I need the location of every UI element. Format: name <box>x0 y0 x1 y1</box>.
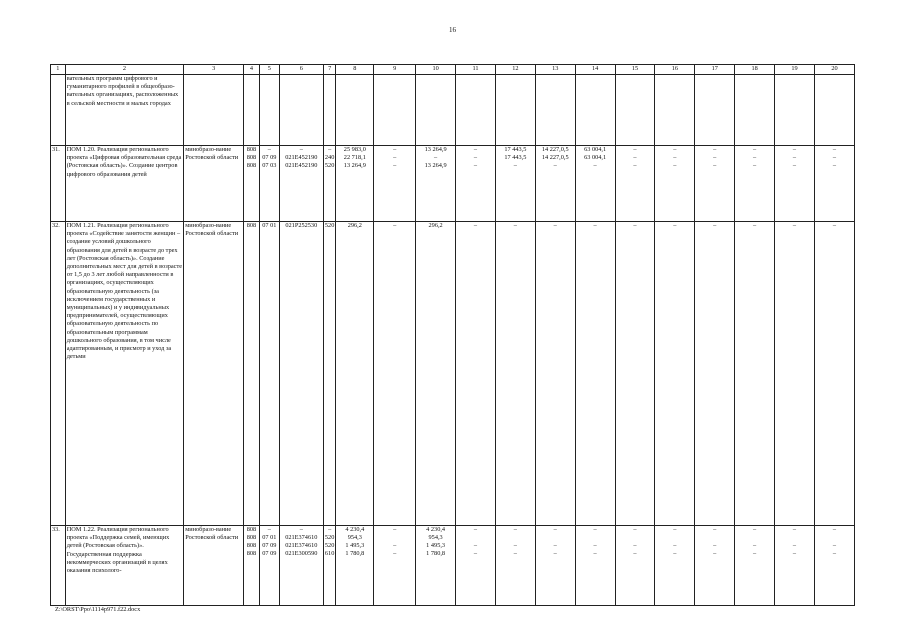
value-line: – <box>393 542 397 549</box>
value-line: 808 <box>246 162 257 169</box>
value-line: – <box>792 222 797 229</box>
value-line: 520 <box>324 534 335 541</box>
value-line: – <box>673 550 677 557</box>
value-line: – <box>393 550 397 557</box>
value-line: – <box>473 146 478 153</box>
value-line: – <box>792 162 797 169</box>
value-cell-c14 <box>575 146 615 222</box>
value-line: – <box>328 146 332 153</box>
value-line: – <box>713 154 717 161</box>
value-line: 14 227,0,5 <box>541 146 569 153</box>
value-cell-c7 <box>323 526 336 606</box>
value-cell-c10 <box>416 146 456 222</box>
carry-over-name: вательных программ цифрового и гуманитарного профилей в общеобразо-вательных организациях, расположенных в сельской местности и малых городах <box>65 75 184 146</box>
value-line: 296,2 <box>428 222 443 229</box>
value-line: 520 <box>324 162 335 169</box>
budget-table <box>50 64 855 606</box>
value-cell-c10 <box>416 222 456 526</box>
value-cell-c20 <box>814 222 854 526</box>
value-cell-c14 <box>575 526 615 606</box>
value-line: – <box>832 542 837 549</box>
value-cell-c8 <box>336 222 374 526</box>
executor: минобразо-вание Ростовской области <box>184 526 244 606</box>
value-line: – <box>593 222 597 229</box>
value-line: 954,3 <box>428 534 443 541</box>
page-number: 16 <box>449 26 456 34</box>
value-line: – <box>673 162 677 169</box>
value-line: – <box>633 526 637 533</box>
value-cell-c13 <box>535 146 575 222</box>
value-line: – <box>513 542 517 549</box>
value-cell-c20 <box>814 146 854 222</box>
value-cell-c19 <box>775 146 815 222</box>
value-cell-c5 <box>259 222 279 526</box>
value-line: – <box>792 526 797 533</box>
value-line: – <box>393 146 397 153</box>
value-line: 610 <box>324 550 335 557</box>
value-cell-c12 <box>495 146 535 222</box>
file-path-footer: Z:\ORST\Ppo\1114p971.f22.docx <box>55 606 141 613</box>
value-line: – <box>513 222 517 229</box>
value-line: 13 264,9 <box>424 146 447 153</box>
value-line: – <box>713 526 717 533</box>
value-line: 808 <box>246 534 257 541</box>
value-line: – <box>753 542 757 549</box>
value-line: – <box>792 154 797 161</box>
value-line: – <box>553 222 557 229</box>
header-row <box>51 65 855 75</box>
value-line: 021E374610 <box>285 534 318 541</box>
value-line: 021E452190 <box>285 154 318 161</box>
col-header: 14 <box>575 65 615 75</box>
value-line: – <box>328 526 332 533</box>
value-cell-c16 <box>655 526 695 606</box>
value-line: – <box>513 526 517 533</box>
row-number: 33. <box>51 526 66 606</box>
value-line: 13 264,9 <box>343 162 366 169</box>
value-line: – <box>513 162 517 169</box>
value-line: – <box>553 162 557 169</box>
value-line: – <box>593 550 597 557</box>
value-line: – <box>473 550 478 557</box>
value-line: – <box>633 550 637 557</box>
value-line: – <box>473 162 478 169</box>
value-line: – <box>393 162 397 169</box>
value-line: 808 <box>246 526 257 533</box>
value-line: – <box>633 154 637 161</box>
value-line: 07 09 <box>262 550 277 557</box>
value-cell-c8 <box>336 146 374 222</box>
value-line: – <box>713 550 717 557</box>
col-header: 12 <box>495 65 535 75</box>
measure-row <box>51 526 855 606</box>
value-cell-c9 <box>374 146 416 222</box>
value-line: 808 <box>246 146 257 153</box>
value-line: – <box>434 154 438 161</box>
value-line: 13 264,9 <box>424 162 447 169</box>
value-cell-c16 <box>655 222 695 526</box>
col-header: 2 <box>65 65 184 75</box>
col-header: 17 <box>695 65 735 75</box>
carry-over-row <box>51 75 855 146</box>
value-cell-c8 <box>336 526 374 606</box>
value-line: – <box>473 526 478 533</box>
value-line: 17 443,5 <box>504 146 527 153</box>
value-line: 1 780,8 <box>345 550 365 557</box>
value-line: – <box>633 542 637 549</box>
value-line: – <box>713 542 717 549</box>
value-line: 4 230,4 <box>345 526 365 533</box>
measure-name: ПОМ 1.20. Реализация регионального проекта «Цифровая образовательная среда (Ростовская область)». Создание центров цифрового образования детей <box>65 146 184 222</box>
col-header: 15 <box>615 65 655 75</box>
value-line: 07 01 <box>262 222 277 229</box>
value-line: – <box>673 154 677 161</box>
value-line: 07 09 <box>262 542 277 549</box>
value-line: – <box>673 542 677 549</box>
value-cell-c5 <box>259 526 279 606</box>
value-cell-c11 <box>456 222 496 526</box>
value-line: 808 <box>246 222 257 229</box>
measure-name: ПОМ 1.21. Реализация регионального проекта «Содействие занятости женщин – создание условий дошкольного образования для детей в возрасте до трех лет (Ростовская область)». Создание дополнительных мест для детей в возрасте от 1,5 до 3 лет любой направленности в организациях, осуществляющих образовательную деятельность (за исключением государственных и муниципальных) и у индивидуальных предпринимателей, осуществляющих образовательную деятельность по образовательным программам дошкольного образования, в том числе адаптированным, и присмотр и уход за детьми <box>65 222 184 526</box>
value-line <box>656 534 693 542</box>
value-line: – <box>553 542 557 549</box>
value-line: 17 443,5 <box>504 154 527 161</box>
col-header: 3 <box>184 65 244 75</box>
value-line: – <box>473 542 478 549</box>
value-cell-c9 <box>374 222 416 526</box>
value-cell-c12 <box>495 526 535 606</box>
value-line: 07 09 <box>262 154 277 161</box>
value-line: 22 718,1 <box>343 154 366 161</box>
value-line: – <box>832 550 837 557</box>
value-line <box>577 534 614 542</box>
value-line: – <box>713 146 717 153</box>
value-line: – <box>792 542 797 549</box>
value-line <box>816 534 853 542</box>
value-line: 1 780,8 <box>426 550 446 557</box>
value-cell-c18 <box>735 526 775 606</box>
value-line: – <box>473 222 478 229</box>
value-line: – <box>673 146 677 153</box>
value-line: 021E452190 <box>285 162 318 169</box>
value-line: 25 983,0 <box>343 146 366 153</box>
value-cell-c4 <box>244 146 260 222</box>
col-header: 18 <box>735 65 775 75</box>
value-cell-c14 <box>575 222 615 526</box>
value-line: 021P252530 <box>285 222 318 229</box>
value-cell-c11 <box>456 146 496 222</box>
col-header: 16 <box>655 65 695 75</box>
col-header: 20 <box>814 65 854 75</box>
value-line: – <box>792 146 797 153</box>
value-line: – <box>267 146 271 153</box>
value-line: – <box>753 146 757 153</box>
value-line: – <box>593 542 597 549</box>
col-header: 1 <box>51 65 66 75</box>
value-cell-c17 <box>695 526 735 606</box>
value-cell-c6 <box>279 146 323 222</box>
value-cell-c4 <box>244 526 260 606</box>
value-line: – <box>713 222 717 229</box>
value-line: 808 <box>246 542 257 549</box>
col-header: 5 <box>259 65 279 75</box>
col-header: 8 <box>336 65 374 75</box>
value-line: 808 <box>246 154 257 161</box>
value-line: 4 230,4 <box>426 526 446 533</box>
value-line: 296,2 <box>347 222 362 229</box>
value-line <box>736 534 773 542</box>
value-cell-c7 <box>323 146 336 222</box>
value-cell-c17 <box>695 146 735 222</box>
value-cell-c19 <box>775 222 815 526</box>
value-line: – <box>713 162 717 169</box>
value-cell-c10 <box>416 526 456 606</box>
value-cell-c20 <box>814 526 854 606</box>
measure-name: ПОМ 1.22. Реализация регионального проекта «Поддержка семей, имеющих детей (Ростовская область)». Государственная поддержка некоммерческих организаций в целях оказания психолого- <box>65 526 184 606</box>
value-cell-c15 <box>615 222 655 526</box>
value-line: – <box>832 222 837 229</box>
value-cell-c17 <box>695 222 735 526</box>
value-line <box>497 534 534 542</box>
value-line: – <box>633 222 637 229</box>
value-line: – <box>593 162 597 169</box>
value-line: – <box>753 162 757 169</box>
value-line: 07 03 <box>262 162 277 169</box>
value-line: – <box>393 526 397 533</box>
col-header: 9 <box>374 65 416 75</box>
value-line: 520 <box>324 222 335 229</box>
value-cell-c19 <box>775 526 815 606</box>
value-line: – <box>513 550 517 557</box>
value-line: – <box>753 154 757 161</box>
value-line: 63 004,1 <box>584 146 607 153</box>
value-line: – <box>593 526 597 533</box>
value-cell-c12 <box>495 222 535 526</box>
col-header: 19 <box>775 65 815 75</box>
value-cell-c9 <box>374 526 416 606</box>
value-cell-c7 <box>323 222 336 526</box>
value-line: 021E300590 <box>285 550 318 557</box>
value-line: – <box>832 526 837 533</box>
value-line: 808 <box>246 550 257 557</box>
value-cell-c15 <box>615 526 655 606</box>
value-line: – <box>832 154 837 161</box>
value-line: – <box>673 222 677 229</box>
value-line <box>696 534 733 542</box>
value-line: 1 495,3 <box>426 542 446 549</box>
value-cell-c16 <box>655 146 695 222</box>
col-header: 6 <box>279 65 323 75</box>
value-line: – <box>393 222 397 229</box>
value-line: – <box>299 526 303 533</box>
col-header: 4 <box>244 65 260 75</box>
value-line: 021E374610 <box>285 542 318 549</box>
value-line: 07 01 <box>262 534 277 541</box>
value-line: – <box>832 146 837 153</box>
value-cell-c15 <box>615 146 655 222</box>
value-cell-c13 <box>535 526 575 606</box>
executor: минобразо-вание Ростовской области <box>184 222 244 526</box>
value-line: – <box>393 154 397 161</box>
value-line: – <box>753 222 757 229</box>
value-cell-c5 <box>259 146 279 222</box>
row-number: 31. <box>51 146 66 222</box>
value-line: – <box>633 146 637 153</box>
value-line: – <box>553 526 557 533</box>
value-line: – <box>753 550 757 557</box>
value-line: – <box>553 550 557 557</box>
value-cell-c6 <box>279 222 323 526</box>
value-line <box>776 534 813 542</box>
value-line: 520 <box>324 542 335 549</box>
value-line: – <box>673 526 677 533</box>
value-line: – <box>633 162 637 169</box>
col-header: 13 <box>535 65 575 75</box>
value-line: – <box>299 146 303 153</box>
measure-row <box>51 146 855 222</box>
value-line: 240 <box>324 154 335 161</box>
row-number: 32. <box>51 222 66 526</box>
value-line: – <box>267 526 271 533</box>
value-line: – <box>792 550 797 557</box>
col-header: 10 <box>416 65 456 75</box>
value-line <box>537 534 574 542</box>
value-line: 14 227,0,5 <box>541 154 569 161</box>
value-cell-c4 <box>244 222 260 526</box>
value-cell-c18 <box>735 222 775 526</box>
col-header: 7 <box>323 65 336 75</box>
value-line: – <box>473 154 478 161</box>
value-cell-c18 <box>735 146 775 222</box>
measure-row <box>51 222 855 526</box>
executor: минобразо-вание Ростовской области <box>184 146 244 222</box>
value-cell-c11 <box>456 526 496 606</box>
value-line: 63 004,1 <box>584 154 607 161</box>
value-line <box>375 534 414 542</box>
value-line: – <box>832 162 837 169</box>
value-cell-c6 <box>279 526 323 606</box>
value-line <box>617 534 654 542</box>
value-line: 954,3 <box>347 534 362 541</box>
value-line <box>457 534 494 542</box>
value-line: 1 495,3 <box>345 542 365 549</box>
value-line: – <box>753 526 757 533</box>
col-header: 11 <box>456 65 496 75</box>
value-cell-c13 <box>535 222 575 526</box>
